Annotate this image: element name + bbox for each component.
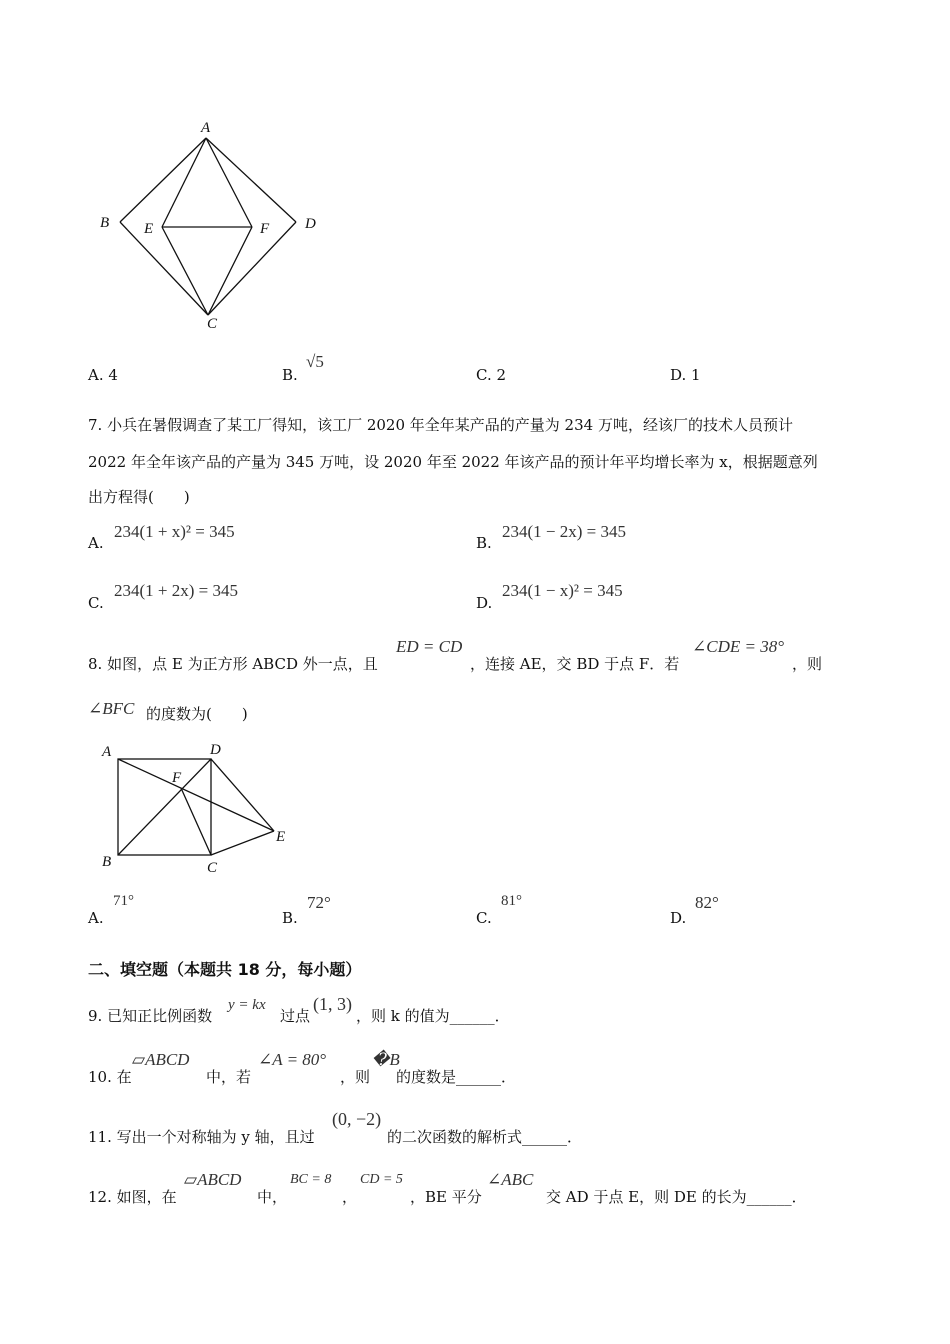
label-a: A — [102, 744, 112, 760]
q12-expr-parallelogram: ▱ABCD — [184, 1170, 242, 1189]
label-e: E — [276, 829, 286, 845]
q12-text-3: ， — [342, 1188, 358, 1206]
q8-option-d-label: D. — [670, 909, 687, 927]
label-a: A — [201, 120, 211, 136]
q10-text-4: 的度数是______． — [396, 1068, 517, 1086]
label-e: E — [144, 221, 154, 237]
q7-option-a[interactable] — [88, 534, 104, 552]
q8-option-a[interactable] — [88, 909, 104, 927]
q10-expr-angle-b: �B — [372, 1050, 400, 1069]
diagonal-bd — [118, 759, 211, 855]
q9-expr-function: y = kx — [228, 997, 266, 1013]
q12-text-1: 12. 如图，在 — [88, 1188, 177, 1206]
q9-text-3: ，则 k 的值为______． — [356, 1007, 510, 1025]
q11-text-2: 的二次函数的解析式______． — [387, 1128, 583, 1146]
section-title: 二、填空题（本题共 18 分，每小题） — [88, 960, 362, 979]
figure-rhombus — [90, 115, 330, 335]
q7-option-c-expr: 234(1 + 2x) = 345 — [114, 581, 238, 600]
q7-option-d[interactable] — [476, 594, 492, 612]
segment-bc — [120, 222, 208, 315]
q7-option-a-label: A. — [88, 534, 104, 552]
q7-option-c-label: C. — [88, 594, 104, 612]
q8-option-d-value: 82° — [695, 893, 719, 912]
q8-option-d[interactable] — [670, 909, 686, 927]
q7-option-d-expr: 234(1 − x)² = 345 — [502, 581, 623, 600]
label-f: F — [260, 221, 270, 237]
label-c: C — [207, 316, 218, 332]
q7-option-c[interactable] — [88, 594, 104, 612]
q12-expr-bc: BC = 8 — [290, 1172, 332, 1187]
q12-text-4: ，BE 平分 — [410, 1188, 482, 1206]
q11-text-1: 11. 写出一个对称轴为 y 轴，且过 — [88, 1128, 315, 1146]
q8-option-c-value: 81° — [501, 893, 522, 909]
label-d: D — [210, 742, 221, 758]
q7-line-2: 2022 年全年该产品的产量为 345 万吨，设 2020 年至 2022 年该产品的预计年平均增长率为 x，根据题意列 — [88, 453, 818, 471]
q10-text-3: ，则 — [340, 1068, 371, 1086]
segment-ce — [211, 831, 274, 855]
q8-expr-angle-bfc: ∠BFC — [88, 699, 135, 718]
q6-option-b[interactable] — [282, 366, 298, 384]
q8-option-c-label: C. — [476, 909, 492, 927]
label-c: C — [207, 860, 218, 876]
q8-option-a-label: A. — [88, 909, 104, 927]
segment-fc — [181, 788, 211, 855]
segment-ec — [162, 227, 208, 315]
q9-expr-point: (1, 3) — [313, 994, 352, 1014]
segment-cd — [208, 222, 296, 315]
q8-option-b[interactable] — [282, 909, 298, 927]
q7-option-a-expr: 234(1 + x)² = 345 — [114, 522, 235, 541]
q8-expr-angle-cde: ∠CDE = 38° — [692, 637, 785, 656]
q7-option-d-label: D. — [476, 594, 493, 612]
label-b: B — [102, 854, 112, 870]
segment-ae — [162, 138, 206, 227]
q10-expr-parallelogram: ▱ABCD — [132, 1050, 190, 1069]
q8-text-1: 8. 如图，点 E 为正方形 ABCD 外一点，且 — [88, 655, 378, 673]
q6-option-d[interactable]: D. 1 — [670, 366, 701, 384]
segment-fc — [208, 227, 252, 315]
q6-option-b-value: √5 — [306, 352, 324, 371]
q12-text-5: 交 AD 于点 E，则 DE 的长为______． — [546, 1188, 807, 1206]
q8-text-2: ，连接 AE，交 BD 于点 F．若 — [470, 655, 680, 673]
q8-option-b-label: B. — [282, 909, 298, 927]
segment-da — [206, 138, 296, 222]
q7-option-b[interactable] — [476, 534, 492, 552]
q12-text-2: 中， — [257, 1188, 288, 1206]
label-b: B — [100, 215, 110, 231]
q11-expr-point: (0, −2) — [332, 1109, 382, 1129]
q10-expr-angle-a: ∠A = 80° — [258, 1050, 327, 1069]
q8-option-c[interactable] — [476, 909, 492, 927]
segment-ab — [120, 138, 206, 222]
q7-line-1: 7. 小兵在暑假调查了某工厂得知，该工厂 2020 年全年某产品的产量为 234 万吨，经该厂的技术人员预计 — [88, 416, 793, 434]
label-f: F — [172, 770, 182, 786]
q6-option-c[interactable]: C. 2 — [476, 366, 507, 384]
q12-expr-angle-abc: ∠ABC — [487, 1170, 534, 1189]
q7-line-3: 出方程得( ) — [88, 488, 190, 506]
q9-text-1: 9. 已知正比例函数 — [88, 1007, 213, 1025]
q8-text-3: ，则 — [792, 655, 823, 673]
q8-expr-ed-cd: ED = CD — [396, 637, 463, 656]
q9-text-2: 过点 — [280, 1007, 311, 1025]
q8-option-b-value: 72° — [307, 893, 331, 912]
figure-square — [90, 735, 310, 880]
q7-option-b-label: B. — [476, 534, 492, 552]
q12-expr-cd: CD = 5 — [360, 1172, 403, 1187]
segment-de — [211, 759, 274, 831]
segment-af — [206, 138, 252, 227]
label-d: D — [305, 216, 316, 232]
q10-text-2: 中，若 — [206, 1068, 252, 1086]
q7-option-b-expr: 234(1 − 2x) = 345 — [502, 522, 626, 541]
q8-text-4: 的度数为( ) — [146, 705, 248, 723]
q6-option-b-label: B. — [282, 366, 298, 384]
q10-text-1: 10. 在 — [88, 1068, 132, 1086]
q8-option-a-value: 71° — [113, 893, 134, 909]
q6-option-a[interactable]: A. 4 — [88, 366, 118, 384]
